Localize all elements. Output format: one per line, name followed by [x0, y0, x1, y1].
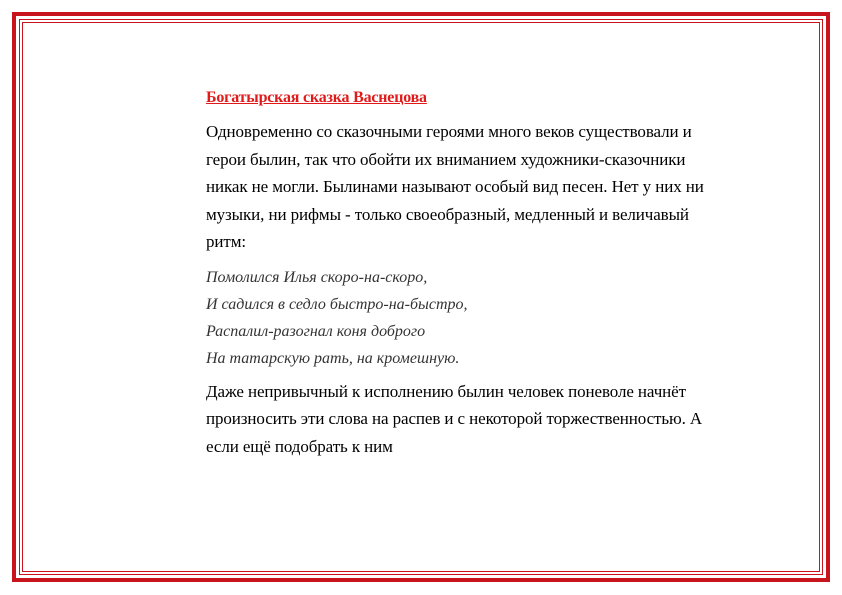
verse-line: Помолился Илья скоро-на-скоро,	[206, 268, 428, 286]
closing-paragraph: Даже непривычный к исполнению былин человек поневоле начнёт произносить эти слова на распев и с некоторой торжественностью. А если ещё подобрать к ним	[206, 381, 703, 456]
document-title: Богатырская сказка Васнецова	[206, 89, 427, 106]
verse-line: И садился в седло быстро-на-быстро,	[206, 295, 468, 313]
verse-line: На татарскую рать, на кромешную.	[206, 349, 460, 367]
document-body	[206, 86, 726, 468]
verse-line: Распалил-разогнал коня доброго	[206, 322, 426, 340]
intro-paragraph: Одновременно со сказочными героями много веков существовали и герои былин, так что обойти их вниманием художники-сказочники никак не могли. Былинами называют особый вид песен. Нет у них ни музыки, ни рифмы - только своеобразный, медленный и величавый ритм:	[206, 122, 704, 251]
bylina-verse	[206, 264, 726, 372]
